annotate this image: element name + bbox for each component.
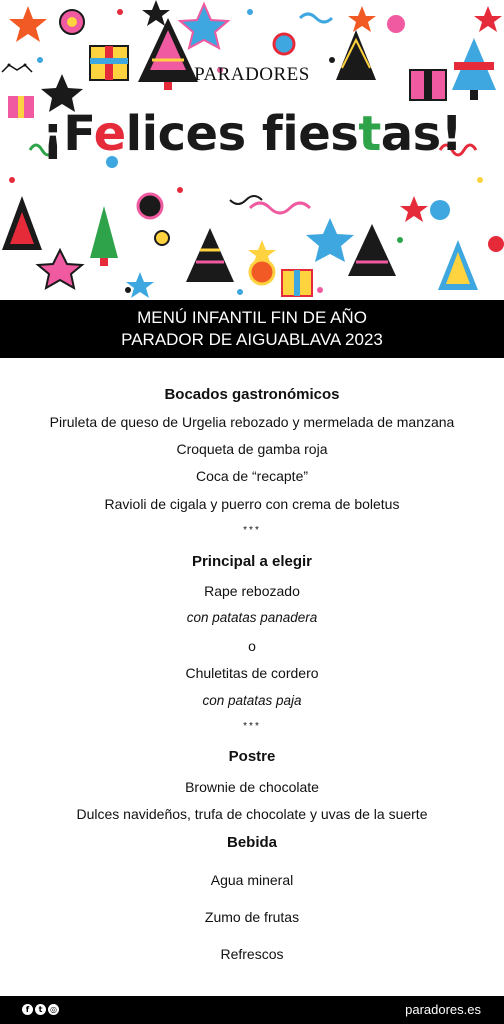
section-separator: ***: [243, 525, 261, 536]
greeting-accent-green: t: [358, 106, 381, 162]
menu-item: Coca de “recapte”: [195, 468, 309, 484]
bauble-icon: [250, 260, 274, 284]
dot-decoration: [317, 287, 323, 293]
christmas-tree-icon: [90, 206, 118, 266]
instagram-icon[interactable]: ◎: [48, 1004, 59, 1015]
bauble-icon: [274, 34, 294, 54]
dot-decoration: [397, 237, 403, 243]
section-separator: ***: [243, 721, 261, 732]
menu-item: Brownie de chocolate: [185, 779, 319, 795]
menu-subtitle: PARADOR DE AIGUABLAVA 2023: [121, 330, 383, 349]
star-icon: [348, 6, 376, 32]
menu-option-or: o: [248, 638, 256, 654]
section-title-bebida: Bebida: [226, 834, 277, 851]
menu-title: MENÚ INFANTIL FIN DE AÑO: [137, 308, 367, 327]
star-icon: [126, 272, 154, 298]
menu-title-bar: [0, 300, 504, 358]
bauble-icon: [430, 200, 450, 220]
menu-item: Ravioli de cigala y puerro con crema de boletus: [104, 496, 400, 512]
greeting-part: lices fies: [125, 106, 359, 162]
dot-decoration: [117, 9, 123, 15]
website-link[interactable]: paradores.es: [405, 1002, 481, 1017]
christmas-tree-icon: [2, 196, 42, 250]
greeting-part: ¡F: [41, 106, 94, 162]
menu-item: Piruleta de queso de Urgelia rebozado y mermelada de manzana: [49, 414, 455, 430]
dot-decoration: [247, 9, 253, 15]
bauble-icon: [138, 194, 162, 218]
bauble-icon: [387, 15, 405, 33]
menu-item: Rape rebozado: [204, 583, 300, 599]
brand-name: PARADORES: [194, 64, 310, 85]
section-title-postre: Postre: [228, 748, 276, 765]
star-icon: [400, 196, 428, 222]
greeting-accent-red: e: [93, 106, 126, 162]
dot-decoration: [9, 177, 15, 183]
star-icon: [9, 6, 47, 42]
christmas-tree-icon: [348, 224, 396, 276]
star-icon: [306, 218, 354, 262]
bauble-icon: [155, 231, 169, 245]
squiggle-decoration: [300, 14, 332, 22]
social-links: [22, 1004, 59, 1015]
dot-decoration: [237, 289, 243, 295]
menu-item: Dulces navideños, trufa de chocolate y uvas de la suerte: [76, 806, 428, 822]
bauble-icon: [488, 236, 504, 252]
paradores-logo: [0, 62, 504, 86]
twitter-icon[interactable]: t: [35, 1004, 46, 1015]
facebook-icon[interactable]: f: [22, 1004, 33, 1015]
festive-banner: [0, 0, 504, 300]
bauble-icon: [67, 17, 77, 27]
star-icon: [38, 250, 82, 288]
menu-item-note: con patatas paja: [202, 693, 302, 708]
menu-item: Croqueta de gamba roja: [176, 441, 328, 457]
footer-bar: [0, 996, 504, 1024]
crown-icon: [0, 62, 34, 74]
christmas-tree-icon: [186, 228, 234, 282]
star-icon: [142, 0, 170, 26]
greeting-title: [0, 106, 504, 162]
gift-box-icon: [282, 270, 312, 296]
menu-item: Zumo de frutas: [204, 909, 300, 925]
christmas-tree-icon: [438, 240, 478, 290]
squiggle-decoration: [250, 203, 310, 213]
section-title-bocados: Bocados gastronómicos: [164, 386, 340, 403]
menu-item: Agua mineral: [210, 872, 294, 888]
menu-item-note: con patatas panadera: [186, 610, 318, 625]
greeting-part: as!: [380, 106, 463, 162]
star-icon: [180, 4, 228, 48]
menu-item: Refrescos: [220, 946, 284, 962]
star-icon: [474, 6, 502, 32]
dot-decoration: [477, 177, 483, 183]
dot-decoration: [177, 187, 183, 193]
menu-item: Chuletitas de cordero: [185, 665, 319, 681]
dot-decoration: [125, 287, 131, 293]
section-title-principal: Principal a elegir: [191, 553, 313, 570]
